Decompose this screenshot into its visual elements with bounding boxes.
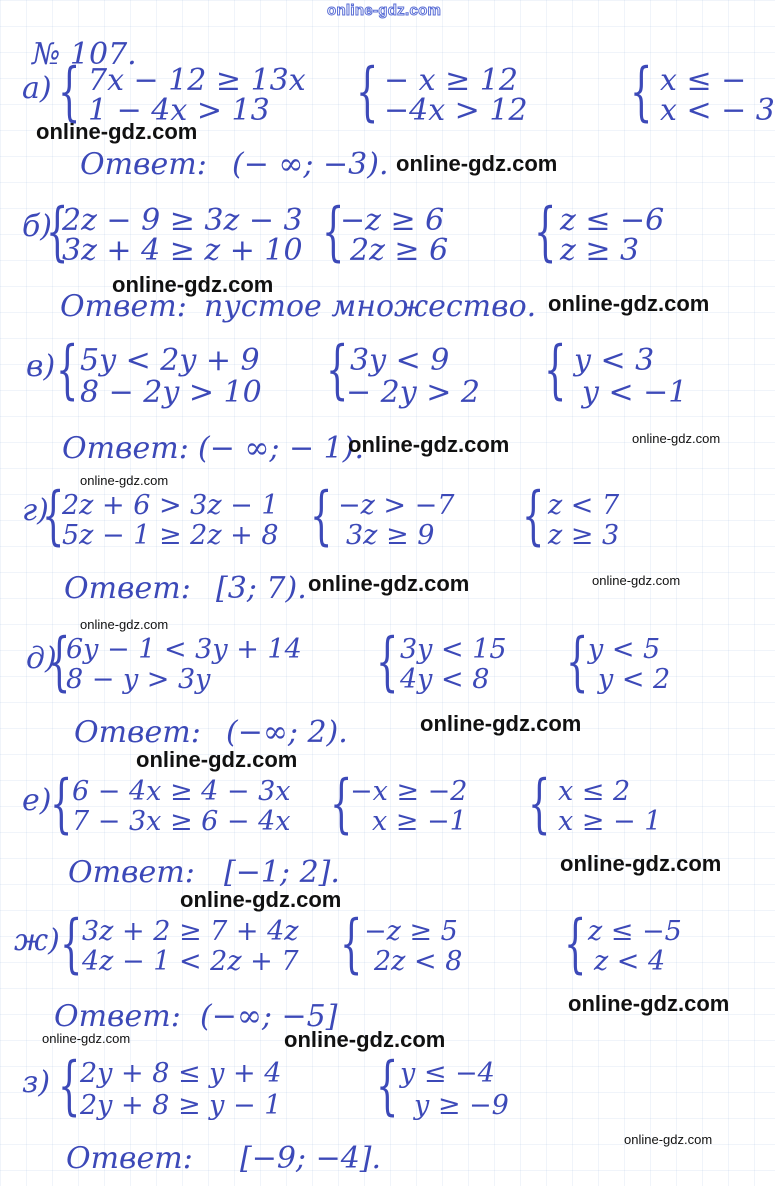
inequality-line: z < 4 xyxy=(594,946,666,977)
answer-label: Ответ: xyxy=(60,289,187,324)
inequality-line: x ≤ 2 xyxy=(558,776,631,807)
answer-label: Ответ: xyxy=(64,571,191,606)
answer-value: (−∞; −5] xyxy=(200,999,338,1034)
inequality-line: 3z + 4 ≥ z + 10 xyxy=(62,233,303,268)
watermark: online-gdz.com xyxy=(136,747,298,772)
inequality-line: 2z + 6 > 3z − 1 xyxy=(62,490,279,521)
watermark: online-gdz.com xyxy=(308,571,470,596)
answer-label: Ответ: xyxy=(74,715,201,750)
exercise-number: № 107. xyxy=(32,37,137,72)
answer-value: (− ∞; −3). xyxy=(232,147,389,182)
watermark: online-gdz.com xyxy=(112,272,274,297)
inequality-line: − x ≥ 12 xyxy=(384,63,518,98)
inequality-line: 3y < 15 xyxy=(400,634,507,665)
system-brace: { xyxy=(340,907,363,981)
system-brace: { xyxy=(326,333,349,407)
answer-value: [3; 7). xyxy=(216,571,307,606)
answer-label: Ответ: xyxy=(80,147,207,182)
system-brace: { xyxy=(42,479,65,553)
answer-label: Ответ: xyxy=(68,855,195,890)
watermark: online-gdz.com xyxy=(36,119,198,144)
system-brace: { xyxy=(564,907,587,981)
watermark: online-gdz.com xyxy=(80,617,169,632)
inequality-line: − 2y > 2 xyxy=(346,375,481,410)
answer-value: [−9; −4]. xyxy=(240,1141,382,1176)
system-brace: { xyxy=(630,55,653,129)
system-brace: { xyxy=(330,767,353,841)
inequality-line: 7x − 12 ≥ 13x xyxy=(88,63,306,98)
section-label: а) xyxy=(22,71,52,106)
inequality-line: 2y + 8 ≥ y − 1 xyxy=(80,1090,282,1121)
inequality-line: x ≤ − xyxy=(660,63,747,98)
watermark: online-gdz.com xyxy=(624,1132,713,1147)
inequality-line: −z ≥ 5 xyxy=(364,916,458,947)
watermark: online-gdz.com xyxy=(348,432,510,457)
inequality-line: 1 − 4x > 13 xyxy=(88,93,270,128)
inequality-line: 7 − 3x ≥ 6 − 4x xyxy=(72,806,291,837)
system-brace: { xyxy=(376,625,399,699)
inequality-line: y < −1 xyxy=(582,375,688,410)
system-brace: { xyxy=(528,767,551,841)
section-label: д) xyxy=(26,641,57,676)
watermark: online-gdz.com xyxy=(548,291,710,316)
system-brace: { xyxy=(48,625,71,699)
system-brace: { xyxy=(58,55,81,129)
inequality-line: 2z < 8 xyxy=(374,946,463,977)
inequality-line: x ≥ −1 xyxy=(372,806,467,837)
system-brace: { xyxy=(50,767,73,841)
inequality-line: x ≥ − 1 xyxy=(558,806,662,837)
inequality-line: z ≥ 3 xyxy=(548,520,620,551)
inequality-line: 6y − 1 < 3y + 14 xyxy=(66,634,302,665)
inequality-line: 5y < 2y + 9 xyxy=(80,343,260,378)
system-brace: { xyxy=(58,1049,81,1123)
section-label: ж) xyxy=(14,923,60,958)
inequality-line: z < 7 xyxy=(548,490,620,521)
watermark: online-gdz.com xyxy=(42,1031,131,1046)
system-brace: { xyxy=(56,333,79,407)
answer-label: Ответ: xyxy=(54,999,181,1034)
inequality-line: 3y < 9 xyxy=(350,343,450,378)
watermark-top: online-gdz.com xyxy=(327,2,442,19)
inequality-line: y < 5 xyxy=(588,634,661,665)
system-brace: { xyxy=(310,479,333,553)
system-brace: { xyxy=(46,195,69,269)
inequality-line: z ≤ −5 xyxy=(588,916,682,947)
watermark: online-gdz.com xyxy=(180,887,342,912)
inequality-line: 3z ≥ 9 xyxy=(346,520,435,551)
inequality-line: 3z + 2 ≥ 7 + 4z xyxy=(82,916,299,947)
inequality-line: 2z − 9 ≥ 3z − 3 xyxy=(62,203,303,238)
inequality-line: 2y + 8 ≤ y + 4 xyxy=(80,1058,282,1089)
inequality-line: z ≥ 3 xyxy=(560,233,640,268)
inequality-line: z ≤ −6 xyxy=(560,203,665,238)
inequality-line: 8 − y > 3y xyxy=(66,664,211,695)
inequality-line: 4z − 1 < 2z + 7 xyxy=(82,946,299,977)
inequality-line: y ≤ −4 xyxy=(400,1058,495,1089)
answer-value: [−1; 2]. xyxy=(224,855,340,890)
watermark: online-gdz.com xyxy=(592,573,681,588)
inequality-line: 4y < 8 xyxy=(400,664,490,695)
system-brace: { xyxy=(60,907,83,981)
watermark: online-gdz.com xyxy=(632,431,721,446)
section-label: г) xyxy=(22,493,49,528)
system-brace: { xyxy=(534,195,557,269)
watermark: online-gdz.com xyxy=(396,151,558,176)
watermark: online-gdz.com xyxy=(420,711,582,736)
inequality-line: 8 − 2y > 10 xyxy=(80,375,262,410)
system-brace: { xyxy=(356,55,379,129)
system-brace: { xyxy=(544,333,567,407)
inequality-line: −x ≥ −2 xyxy=(350,776,468,807)
inequality-line: −z > −7 xyxy=(338,490,455,521)
answer-label: Ответ: xyxy=(62,431,189,466)
inequality-line: −4x > 12 xyxy=(384,93,528,128)
inequality-line: 5z − 1 ≥ 2z + 8 xyxy=(62,520,279,551)
system-brace: { xyxy=(376,1049,399,1123)
watermark: online-gdz.com xyxy=(80,473,169,488)
inequality-line: 6 − 4x ≥ 4 − 3x xyxy=(72,776,291,807)
answer-value: (− ∞; − 1). xyxy=(198,431,365,466)
section-label: з) xyxy=(22,1065,51,1100)
system-brace: { xyxy=(322,195,345,269)
system-brace: { xyxy=(566,625,589,699)
section-label: е) xyxy=(22,783,52,818)
inequality-line: y < 3 xyxy=(574,343,655,378)
answer-value: (−∞; 2). xyxy=(226,715,348,750)
inequality-line: y ≥ −9 xyxy=(414,1090,509,1121)
inequality-line: y < 2 xyxy=(598,664,671,695)
section-label: в) xyxy=(26,349,56,384)
answer-value: пустое множество. xyxy=(204,289,537,324)
inequality-line: x < − 3 xyxy=(660,93,775,128)
watermark: online-gdz.com xyxy=(284,1027,446,1052)
inequality-line: −z ≥ 6 xyxy=(340,203,445,238)
system-brace: { xyxy=(522,479,545,553)
answer-label: Ответ: xyxy=(66,1141,193,1176)
inequality-line: 2z ≥ 6 xyxy=(350,233,449,268)
watermark: online-gdz.com xyxy=(568,991,730,1016)
watermark: online-gdz.com xyxy=(560,851,722,876)
section-label: б) xyxy=(22,209,53,244)
